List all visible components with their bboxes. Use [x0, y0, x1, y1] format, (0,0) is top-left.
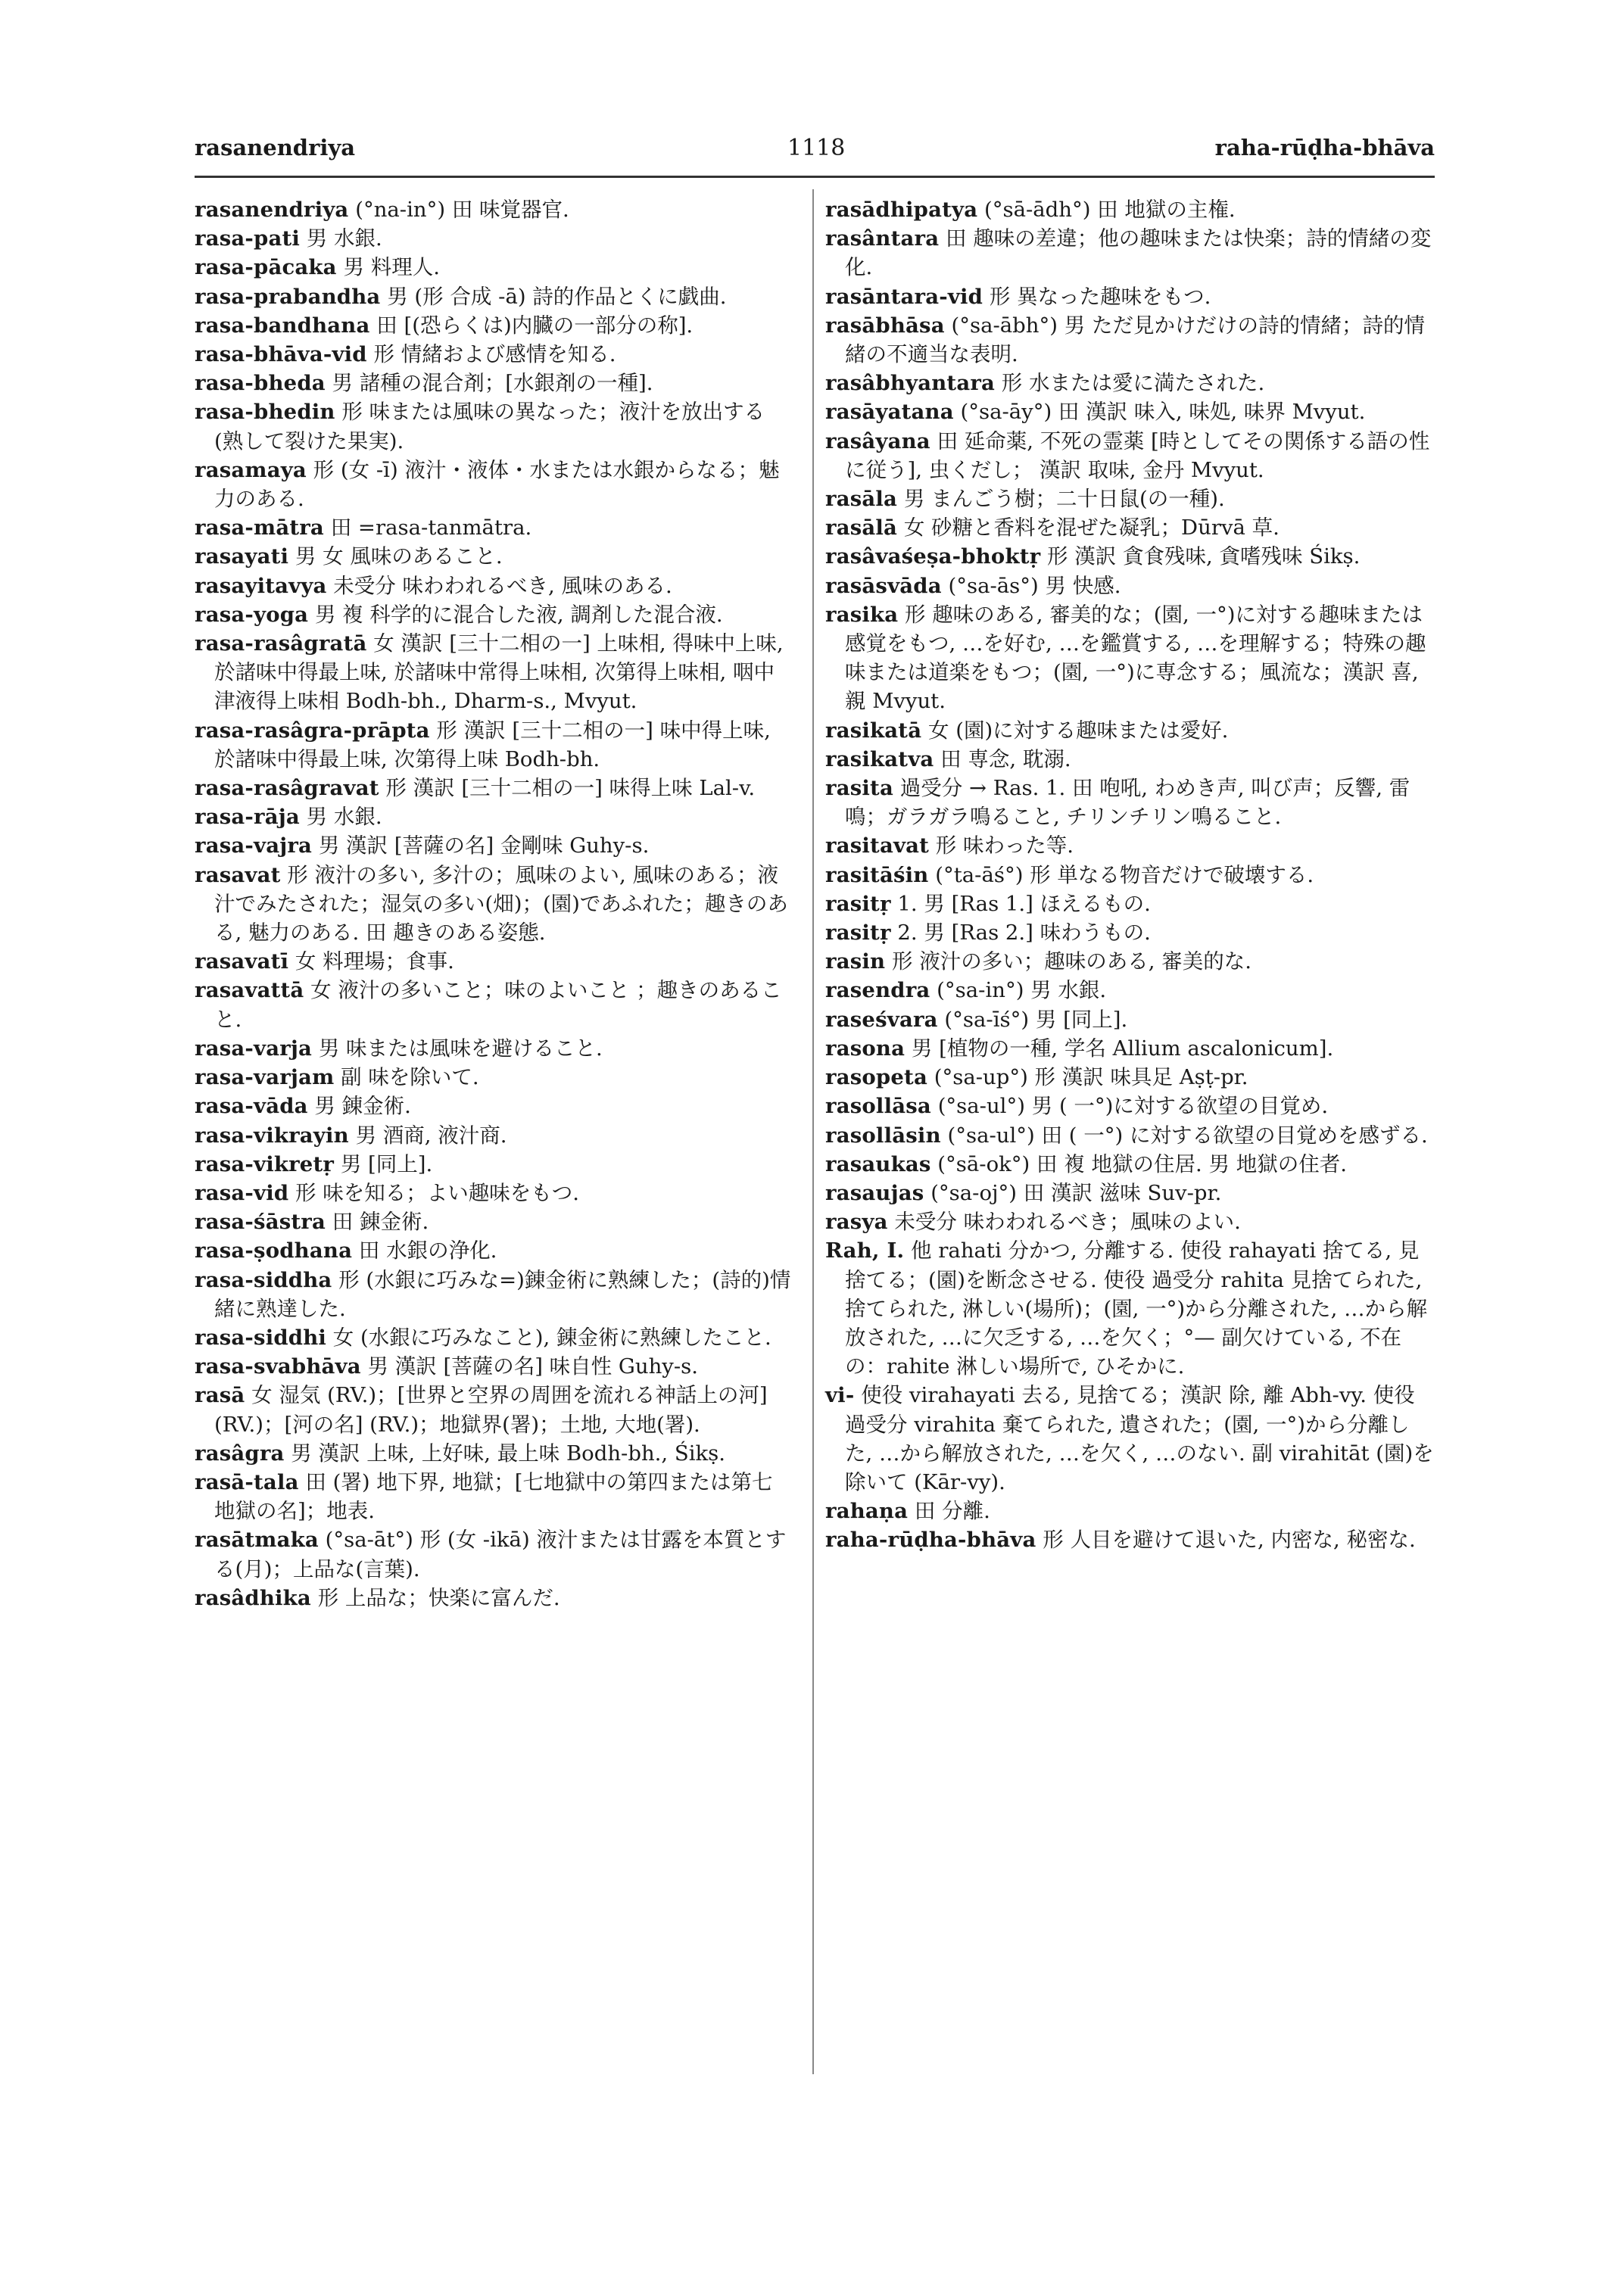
entry-headword: rasaujas [825, 1180, 924, 1205]
entry-headword: rasa-rāja [195, 805, 300, 830]
entry-headword: rasa-rasâgra-prāpta [195, 718, 430, 743]
dictionary-entry [825, 311, 1435, 369]
dictionary-entry [195, 1323, 793, 1352]
entry-definition: 男 漢訳 [菩薩の名] 金剛味 Guhy-s. [312, 833, 650, 858]
entry-definition: 田 錬金術. [326, 1210, 429, 1235]
entry-definition: 田 [(恐らくは)内臓の一部分の称]. [369, 313, 694, 338]
entry-definition: (°sa-in°) 男 水銀. [930, 978, 1107, 1003]
entry-headword: rasikatā [825, 718, 922, 743]
entry-headword: rasaukas [825, 1151, 931, 1176]
entry-definition: 形 漢訳 [三十二相の一] 味得上味 Lal-v. [379, 776, 756, 801]
dictionary-entry [195, 542, 793, 571]
entry-definition: 1. 男 [Ras 1.] ほえるもの. [890, 891, 1151, 916]
dictionary-entry [825, 542, 1435, 571]
entry-headword: rasollāsa [825, 1094, 931, 1119]
dictionary-entry [195, 195, 793, 224]
dictionary-entry [825, 195, 1435, 224]
entry-definition: 男 [同上]. [334, 1151, 433, 1176]
dictionary-entry [195, 831, 793, 860]
entry-definition: 女 液汁の多いこと；味のよいこと ；趣きのあること. [214, 978, 782, 1032]
entry-definition: 形 味または風味の異なった；液汁を放出する(熟して裂けた果実). [214, 400, 765, 453]
entry-headword: raseśvara [825, 1007, 938, 1032]
dictionary-entry [825, 745, 1435, 774]
entry-definition: 田 水銀の浄化. [352, 1238, 497, 1263]
dictionary-entry [825, 224, 1435, 282]
dictionary-entry [825, 282, 1435, 311]
dictionary-entry [195, 1525, 793, 1583]
entry-definition: 形 人目を避けて退いた, 内密な, 秘密な. [1036, 1528, 1416, 1553]
entry-headword: raha-rūḍha-bhāva [825, 1528, 1036, 1553]
dictionary-entry [195, 1092, 793, 1120]
entry-headword: rasavatī [195, 949, 289, 974]
dictionary-entry [825, 861, 1435, 889]
entry-definition: (°sa-ās°) 男 快感. [941, 573, 1121, 598]
dictionary-entry [195, 1584, 793, 1612]
entry-definition: 形 漢訳 [三十二相の一] 味中得上味, 於諸味中得最上味, 次第得上味 Bodh-bh. [214, 718, 771, 771]
dictionary-entry [825, 513, 1435, 542]
entry-definition: 男 酒商, 液汁商. [348, 1123, 507, 1148]
entry-headword: rasayati [195, 544, 289, 569]
entry-headword: rasāsvāda [825, 573, 942, 598]
entry-definition: 形 水または愛に満たされた. [995, 371, 1265, 396]
entry-definition: 形 上品な；快楽に富んだ. [310, 1585, 560, 1610]
entry-headword: rasayitavya [195, 573, 327, 598]
entry-definition: (°sa-ul°) 田 ( 一°) に対する欲望の目覚めを感ずる. [940, 1123, 1428, 1148]
dictionary-entry [195, 1150, 793, 1179]
dictionary-entry [825, 774, 1435, 831]
right-guide-word: raha-rūḍha-bhāva [1214, 135, 1435, 160]
entry-definition: 田 延命薬, 不死の霊薬 [時としてその関係する語の性に従う], 虫くだし； 漢訳 取味, 金丹 Mvyut. [845, 428, 1430, 482]
entry-definition: 副 味を除いて. [334, 1065, 479, 1090]
entry-definition: 男 女 風味のあること. [288, 544, 503, 569]
entry-definition: 男 [植物の一種, 学名 Allium ascalonicum]. [905, 1036, 1334, 1061]
dictionary-entry [825, 397, 1435, 426]
dictionary-entry [195, 1381, 793, 1438]
entry-headword: rasa-bhedin [195, 400, 335, 425]
entry-definition: 形 趣味のある, 審美的な；(園, 一°)に対する趣味または感覚をもつ, …を好む, …を鑑賞する, …を理解する；特殊の趣味または道楽をもつ；(園, 一°)に専念する；風流な；漢訳 喜, 親 Mvyut. [845, 602, 1426, 714]
entry-definition: 形 情緒および感情を知る. [366, 342, 616, 367]
entry-headword: rasa-vid [195, 1180, 289, 1205]
dictionary-entry [195, 1207, 793, 1236]
left-guide-word: rasanendriya [195, 135, 356, 160]
entry-headword: rasa-ṣodhana [195, 1238, 353, 1263]
entry-headword: rasitavat [825, 833, 930, 858]
dictionary-entry [825, 947, 1435, 976]
entry-headword: rasya [825, 1210, 888, 1235]
entry-headword: rasâvaśeṣa-bhoktṛ [825, 544, 1041, 569]
entry-headword: rasa-yoga [195, 602, 309, 627]
entry-headword: rasopeta [825, 1065, 927, 1090]
entry-definition: 形 味わった等. [929, 833, 1074, 858]
right-column [825, 195, 1435, 1555]
entry-headword: rasa-rasâgratā [195, 631, 367, 656]
entry-definition: 男 漢訳 上味, 上好味, 最上味 Bodh-bh., Śikṣ. [284, 1441, 726, 1466]
entry-headword: rasollāsin [825, 1123, 941, 1148]
entry-headword: rasādhipatya [825, 198, 978, 222]
entry-headword: rasitāśin [825, 862, 929, 887]
dictionary-entry [195, 340, 793, 369]
entry-headword: rasitṛ [825, 921, 891, 946]
entry-definition: 男 錬金術. [307, 1094, 411, 1119]
entry-definition: 田 分離. [908, 1499, 990, 1524]
entry-headword: rasa-vikrayin [195, 1123, 349, 1148]
dictionary-entry [195, 1352, 793, 1381]
entry-definition: 男 まんごう樹；二十日鼠(の一種). [897, 487, 1225, 512]
dictionary-entry [825, 1497, 1435, 1525]
entry-definition: 女 砂糖と香料を混ぜた凝乳；Dūrvā 草. [897, 516, 1280, 541]
entry-definition: (°na-in°) 田 味覚器官. [348, 198, 569, 222]
entry-headword: rasâgra [195, 1441, 285, 1466]
entry-headword: rasā [195, 1383, 245, 1408]
entry-definition: 形 (女 -ī) 液汁・液体・水または水銀からなる；魅力のある. [214, 457, 780, 512]
dictionary-entry [195, 572, 793, 600]
entry-headword: rasāla [825, 487, 898, 512]
entry-definition: 形 液汁の多い, 多汁の；風味のよい, 風味のある；液汁でみたされた；湿気の多い(畑)；(園)であふれた；趣きのある, 魅力のある. 田 趣きのある姿態. [214, 862, 788, 946]
dictionary-entry [825, 427, 1435, 484]
entry-definition: 女 (水銀に巧みなこと), 錬金術に熟練したこと. [326, 1325, 771, 1350]
entry-definition: 女 湿気 (RV.)；[世界と空界の周囲を流れる神話上の河] (RV.)；[河の名] (RV.)；地獄界(署)；土地, 大地(署). [214, 1383, 768, 1437]
entry-definition: 他 rahati 分かつ, 分離する. 使役 rahayati 捨てる, 見捨てる；(園)を断念させる. 使役 過受分 rahita 見捨てられた, 捨てられた, 淋しい(場所)；(園, 一°)から分離された, …から解放された, …に欠乏する, …を欠く；°— 副欠けている, 不在の：rahite 淋しい場所で, ひそかに. [845, 1238, 1428, 1379]
entry-definition: 過受分 → Ras. 1. 田 咆吼, わめき声, 叫び声；反響, 雷鳴；ガラガラ鳴ること, チリンチリン鳴ること. [845, 776, 1410, 830]
entry-headword: rasa-varjam [195, 1065, 335, 1090]
entry-definition: 女 漢訳 [三十二相の一] 上味相, 得味中上味, 於諸味中得最上味, 於諸味中常得上味相, 次第得上味相, 咽中津液得上味相 Bodh-bh., Dharm-s., Mvyut. [214, 631, 784, 714]
dictionary-entry [195, 861, 793, 948]
dictionary-entry [825, 831, 1435, 860]
entry-headword: rasa-pati [195, 226, 301, 251]
entry-definition: (°sa-up°) 形 漢訳 味具足 Aṣṭ-pr. [927, 1065, 1248, 1090]
entry-definition: 形 漢訳 貪食残味, 貪嗜残味 Śikṣ. [1040, 544, 1361, 569]
entry-headword: rasa-vāda [195, 1094, 308, 1119]
dictionary-entry [825, 1179, 1435, 1207]
entry-definition: (°sa-āy°) 田 漢訳 味入, 味処, 味界 Mvyut. [953, 400, 1366, 425]
dictionary-entry [195, 311, 793, 340]
entry-headword: rasanendriya [195, 198, 349, 222]
entry-definition: 形 味を知る；よい趣味をもつ. [288, 1180, 580, 1205]
dictionary-entry [195, 513, 793, 542]
header-rule [195, 176, 1435, 178]
entry-definition: 田 =rasa-tanmātra. [323, 516, 532, 541]
dictionary-entry [195, 716, 793, 774]
dictionary-entry [195, 397, 793, 455]
dictionary-entry [825, 1236, 1435, 1381]
dictionary-entry [195, 774, 793, 802]
entry-headword: rasā-tala [195, 1469, 299, 1494]
entry-definition: 田 専念, 耽溺. [934, 746, 1071, 771]
entry-headword: rasavat [195, 862, 281, 887]
dictionary-entry [195, 1468, 793, 1525]
entry-definition: 形 異なった趣味をもつ. [983, 284, 1211, 309]
dictionary-entry [825, 1150, 1435, 1179]
entry-headword: rasendra [825, 978, 930, 1003]
entry-headword: rasa-bhāva-vid [195, 342, 367, 367]
dictionary-entry [195, 1439, 793, 1468]
dictionary-entry [825, 369, 1435, 397]
entry-headword: rasa-varja [195, 1036, 313, 1061]
dictionary-entry [825, 1207, 1435, 1236]
entry-headword: rasālā [825, 516, 898, 541]
dictionary-entry [195, 282, 793, 311]
dictionary-entry [825, 1381, 1435, 1497]
dictionary-entry [825, 716, 1435, 745]
dictionary-entry [195, 1063, 793, 1092]
dictionary-entry [825, 572, 1435, 600]
dictionary-entry [195, 629, 793, 716]
entry-definition: (°sā-ādh°) 田 地獄の主権. [977, 198, 1236, 222]
entry-headword: rasamaya [195, 457, 307, 482]
dictionary-entry [195, 1236, 793, 1265]
entry-definition: (°sa-oj°) 田 漢訳 滋味 Suv-pr. [924, 1180, 1222, 1205]
dictionary-entry [195, 802, 793, 831]
dictionary-entry [825, 600, 1435, 716]
entry-headword: rasa-prabandha [195, 284, 381, 309]
entry-definition: 男 味または風味を避けること. [312, 1036, 603, 1061]
dictionary-entry [825, 1525, 1435, 1554]
entry-definition: 女 料理場；食事. [288, 949, 454, 974]
entry-definition: 男 水銀. [300, 226, 382, 251]
dictionary-entry [825, 1034, 1435, 1063]
entry-definition: 男 諸種の混合剤；[水銀剤の一種]. [325, 371, 653, 396]
entry-definition: 男 複 科学的に混合した液, 調剤した混合液. [308, 602, 723, 627]
dictionary-entry [825, 1063, 1435, 1092]
entry-headword: rasa-svabhāva [195, 1354, 361, 1379]
entry-definition: 田 趣味の差違；他の趣味または快楽；詩的情緒の変化. [845, 226, 1432, 280]
entry-definition: 形 (水銀に巧みな=)錬金術に熟練した；(詩的)情緒に熟達した. [214, 1267, 791, 1321]
entry-headword: rasâbhyantara [825, 371, 996, 396]
entry-headword: rasa-rasâgravat [195, 776, 379, 801]
dictionary-entry [195, 456, 793, 513]
dictionary-entry [825, 918, 1435, 947]
dictionary-entry [195, 976, 793, 1033]
entry-definition: (°sā-ok°) 田 複 地獄の住居. 男 地獄の住者. [930, 1151, 1347, 1176]
entry-definition: (°sa-āt°) 形 (女 -ikā) 液汁または甘露を本質とする(月)；上品な(言葉). [214, 1528, 787, 1581]
entry-headword: rasābhāsa [825, 313, 945, 338]
entry-headword: rasa-bandhana [195, 313, 370, 338]
entry-definition: 使役 virahayati 去る, 見捨てる；漢訳 除, 離 Abh-vy. 使役 過受分 virahita 棄てられた, 遺された；(園, 一°)から分離した, …から解放された, …を欠く, …のない. 副 virahitāt (園)を除いて (Kār-vy). [845, 1383, 1434, 1494]
dictionary-entry [825, 484, 1435, 513]
left-column [195, 195, 793, 1612]
entry-definition: (°sa-ābh°) 男 ただ見かけだけの詩的情緒；詩的情緒の不適当な表明. [845, 313, 1425, 367]
entry-headword: rasa-vikretṛ [195, 1151, 335, 1176]
entry-definition: 形 液汁の多い；趣味のある, 審美的な. [885, 949, 1252, 974]
entry-headword: rasa-mātra [195, 516, 324, 541]
entry-headword: rasavattā [195, 978, 304, 1003]
entry-headword: rasona [825, 1036, 906, 1061]
entry-headword: rasa-bheda [195, 371, 326, 396]
dictionary-entry [195, 600, 793, 629]
entry-definition: 男 漢訳 [菩薩の名] 味自性 Guhy-s. [360, 1354, 698, 1379]
dictionary-entry [195, 1121, 793, 1150]
entry-headword: rasita [825, 776, 893, 801]
entry-headword: rasa-siddhi [195, 1325, 327, 1350]
entry-definition: 女 (園)に対する趣味または愛好. [921, 718, 1229, 743]
dictionary-entry [825, 1121, 1435, 1150]
column-divider [812, 189, 814, 2074]
dictionary-entry [195, 369, 793, 397]
dictionary-entry [195, 224, 793, 253]
entry-definition: 未受分 味わわれるべき；風味のよい. [887, 1210, 1241, 1235]
dictionary-entry [195, 1266, 793, 1323]
entry-headword: rasika [825, 602, 899, 627]
dictionary-entry [825, 1092, 1435, 1120]
entry-headword: Rah, I. [825, 1238, 905, 1263]
entry-headword: rasāntara-vid [825, 284, 983, 309]
entry-headword: rasāyatana [825, 400, 954, 425]
entry-definition: 男 水銀. [299, 805, 382, 830]
entry-headword: rasa-vajra [195, 833, 313, 858]
dictionary-entry [825, 1005, 1435, 1034]
dictionary-entry [195, 253, 793, 282]
dictionary-entry [825, 889, 1435, 918]
dictionary-entry [195, 1034, 793, 1063]
entry-definition: 2. 男 [Ras 2.] 味わうもの. [890, 921, 1151, 946]
entry-definition: (°sa-ul°) 男 ( 一°)に対する欲望の目覚め. [930, 1094, 1329, 1119]
entry-headword: rasātmaka [195, 1528, 319, 1553]
entry-headword: rasin [825, 949, 886, 974]
page-number: 1118 [787, 135, 846, 161]
entry-headword: rasa-siddha [195, 1267, 332, 1292]
entry-headword: rasikatva [825, 746, 934, 771]
entry-definition: (°ta-āś°) 形 単なる物音だけで破壊する. [928, 862, 1314, 887]
dictionary-entry [195, 947, 793, 976]
dictionary-entry [195, 1179, 793, 1207]
entry-definition: 田 (署) 地下界, 地獄；[七地獄中の第四または第七地獄の名]；地表. [214, 1469, 773, 1524]
entry-definition: 未受分 味わわれるべき, 風味のある. [326, 573, 672, 598]
entry-headword: rasa-śāstra [195, 1210, 326, 1235]
entry-headword: rahaṇa [825, 1499, 909, 1524]
entry-definition: 男 料理人. [336, 255, 440, 280]
entry-definition: 男 (形 合成 -ā) 詩的作品とくに戯曲. [380, 284, 727, 309]
dictionary-entry [825, 976, 1435, 1005]
entry-headword: rasitṛ [825, 891, 891, 916]
entry-headword: rasâyana [825, 428, 930, 453]
entry-headword: rasa-pācaka [195, 255, 337, 280]
entry-headword: rasâdhika [195, 1585, 311, 1610]
entry-headword: vi- [825, 1383, 855, 1408]
entry-headword: rasântara [825, 226, 940, 251]
entry-definition: (°sa-īś°) 男 [同上]. [937, 1007, 1128, 1032]
